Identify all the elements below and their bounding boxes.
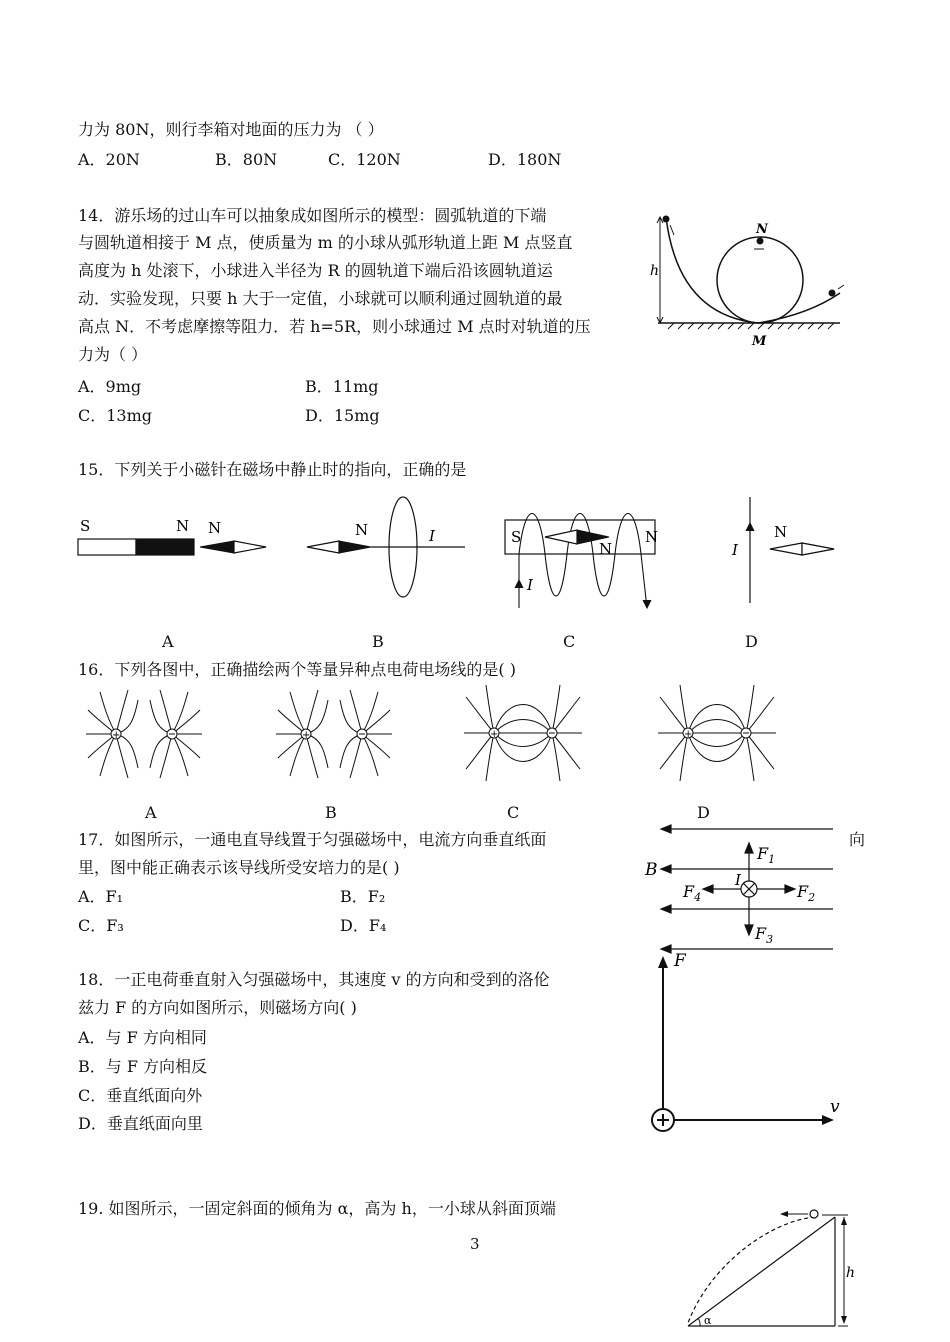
svg-text:+: +	[302, 730, 311, 741]
q14-line-1: 14．游乐场的过山车可以抽象成如图所示的模型：圆弧轨道的下端	[78, 206, 547, 225]
q15a-n-label: N	[176, 517, 190, 535]
q18-velocity-force-figure	[648, 952, 848, 1142]
q14-roller-coaster-figure	[648, 205, 848, 355]
q17-f2-label: $F_2$	[797, 882, 816, 904]
q16-figure-b	[272, 690, 402, 780]
q15c-i-label: I	[527, 576, 533, 594]
q16-stem: 16．下列各图中，正确描绘两个等量异种点电荷电场线的是( )	[78, 660, 516, 679]
q17-option-d: D．F₄	[340, 916, 387, 935]
q17-line-2: 里，图中能正确表示该导线所受安培力的是( )	[78, 858, 400, 877]
q15-figure-d	[730, 497, 860, 607]
q17-option-b: B．F₂	[340, 887, 386, 906]
q15c-s-label: S	[511, 528, 522, 546]
q14-n-label: N	[756, 222, 768, 237]
q19-h-label: h	[846, 1265, 856, 1281]
q17-magnetic-field-figure	[645, 825, 845, 955]
q15d-n-label: N	[774, 523, 788, 541]
q13-option-d: D．180N	[488, 150, 562, 169]
q18-option-a: A．与 F 方向相同	[78, 1028, 207, 1047]
q15-figure-b	[305, 495, 475, 605]
q18-f-label: F	[674, 951, 686, 971]
q16-figure-c	[462, 685, 592, 785]
q14-line-5: 高点 N．不考虑摩擦等阻力．若 h=5R，则小球通过 M 点时对轨道的压	[78, 317, 591, 336]
q18-line-1: 18．一正电荷垂直射入匀强磁场中，其速度 v 的方向和受到的洛伦	[78, 970, 550, 989]
q15-label-b: B	[372, 632, 384, 651]
q15c-n-label: N	[645, 528, 659, 546]
page-number: 3	[470, 1235, 480, 1253]
q18-option-c: C．垂直纸面向外	[78, 1086, 203, 1105]
q14-m-label: M	[752, 334, 767, 349]
q16-figure-a	[86, 690, 216, 780]
q17-i-label: I	[735, 871, 741, 889]
q15-figure-c	[505, 500, 675, 610]
q14-option-b: B．11mg	[305, 377, 379, 396]
q17-line-1-end: 向	[849, 830, 866, 849]
q14-option-d: D．15mg	[305, 406, 380, 425]
q17-f3-label: $F_3$	[755, 924, 774, 946]
q18-option-b: B．与 F 方向相反	[78, 1057, 208, 1076]
q17-f1-label: $F_1$	[757, 844, 776, 866]
q15-label-c: C	[563, 632, 576, 651]
q15c-needle-n-label: N	[599, 540, 613, 558]
q19-incline-figure	[680, 1205, 860, 1335]
q17-line-1: 17．如图所示，一通电直导线置于匀强磁场中，电流方向垂直纸面	[78, 830, 547, 849]
q14-line-6: 力为（ ）	[78, 345, 148, 364]
q14-line-2: 与圆轨道相接于 M 点，使质量为 m 的小球从弧形轨道上距 M 点竖直	[78, 233, 573, 252]
q14-line-4: 动．实验发现，只要 h 大于一定值，小球就可以顺利通过圆轨道的最	[78, 289, 563, 308]
q16-label-b: B	[325, 803, 337, 822]
q17-b-label: B	[645, 860, 658, 880]
q14-option-c: C．13mg	[78, 406, 153, 425]
q14-option-a: A．9mg	[78, 377, 142, 396]
q13-option-c: C．120N	[328, 150, 401, 169]
q13-option-b: B．80N	[215, 150, 278, 169]
svg-text:+: +	[112, 730, 121, 741]
q13-tail: 力为 80N，则行李箱对地面的压力为 （ ）	[78, 120, 384, 139]
q15b-i-label: I	[429, 527, 435, 545]
q16-label-a: A	[145, 803, 157, 822]
q16-label-d: D	[697, 803, 710, 822]
q15a-s-label: S	[80, 517, 91, 535]
q15d-i-label: I	[732, 541, 738, 559]
q18-line-2: 兹力 F 的方向如图所示，则磁场方向( )	[78, 998, 357, 1017]
q15-label-d: D	[745, 632, 758, 651]
q15-figure-a	[78, 515, 278, 575]
q15a-needle-n-label: N	[208, 519, 222, 537]
svg-text:+: +	[684, 729, 693, 740]
q17-option-a: A．F₁	[78, 887, 124, 906]
q14-h-label: h	[650, 263, 660, 279]
q18-v-label: v	[830, 1097, 840, 1117]
q19-alpha-label: α	[704, 1314, 712, 1327]
q16-figure-d	[658, 685, 788, 785]
q16-label-c: C	[507, 803, 520, 822]
q19-line-1: 19. 如图所示，一固定斜面的倾角为 α，高为 h，一小球从斜面顶端	[78, 1199, 556, 1218]
q17-f4-label: $F_4$	[683, 882, 702, 904]
q15-stem: 15．下列关于小磁针在磁场中静止时的指向，正确的是	[78, 460, 467, 479]
svg-text:+: +	[490, 729, 499, 740]
q15-label-a: A	[162, 632, 174, 651]
q13-option-a: A．20N	[78, 150, 140, 169]
q14-line-3: 高度为 h 处滚下，小球进入半径为 R 的圆轨道下端后沿该圆轨道运	[78, 261, 553, 280]
q18-option-d: D．垂直纸面向里	[78, 1114, 203, 1133]
q17-option-c: C．F₃	[78, 916, 124, 935]
q15b-n-label: N	[355, 521, 369, 539]
